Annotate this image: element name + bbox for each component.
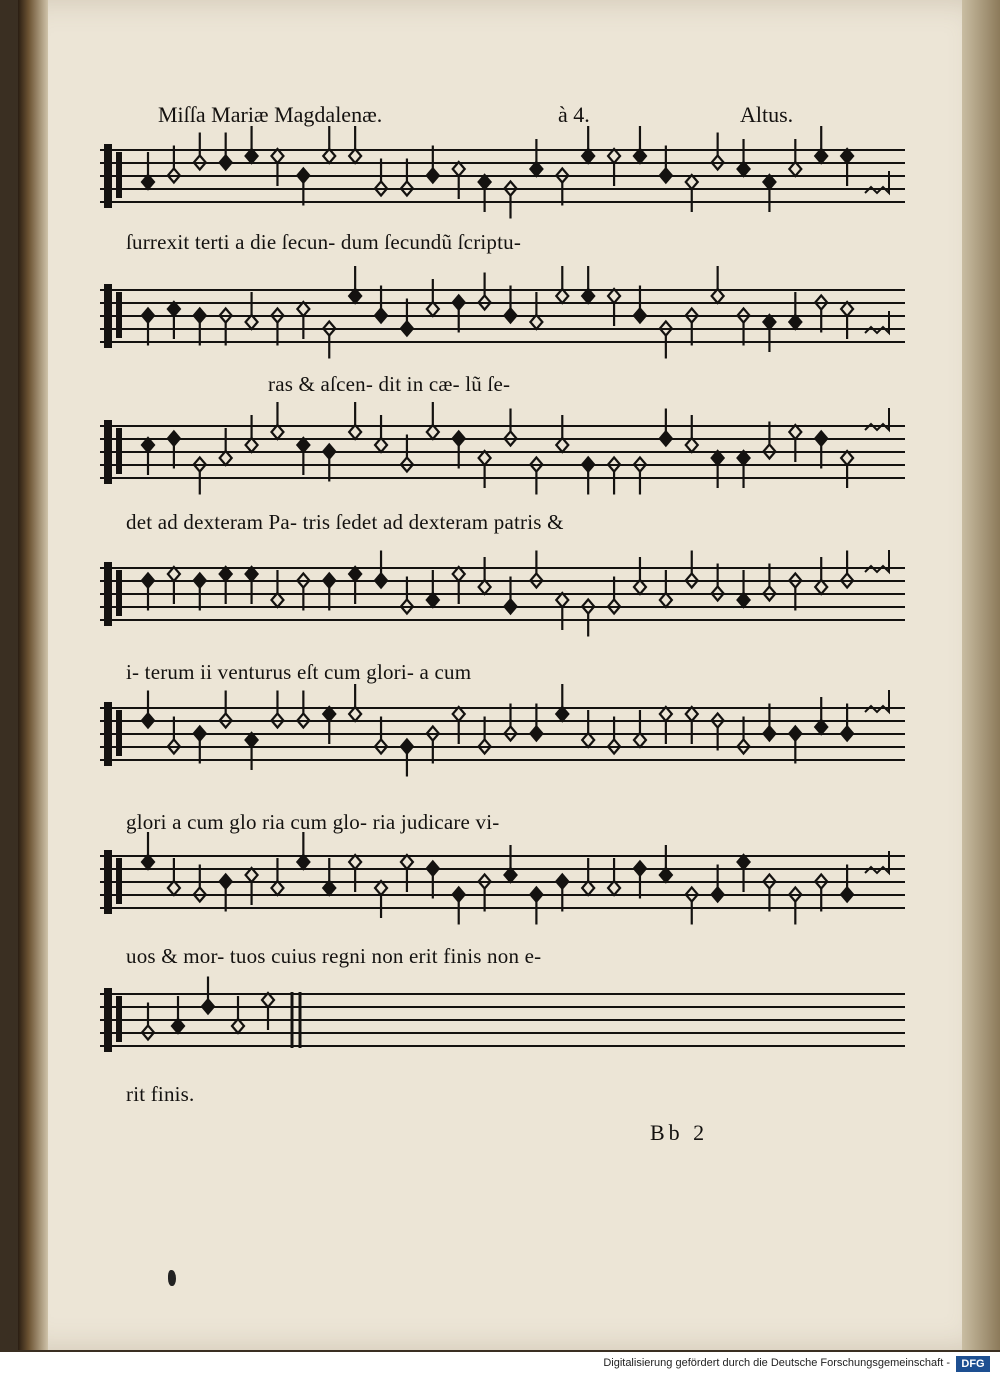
note-head <box>789 139 801 176</box>
signature-mark: Bb 2 <box>650 1120 709 1145</box>
note-head <box>323 707 335 744</box>
note-head <box>530 139 542 176</box>
clef-mark <box>104 988 112 1052</box>
staff-drawing <box>100 418 905 488</box>
note-head <box>763 875 775 912</box>
note-head <box>453 296 465 333</box>
note-head <box>427 570 439 607</box>
note-head <box>323 574 335 611</box>
clef-mark <box>104 284 112 348</box>
note-head <box>686 415 698 452</box>
note-head <box>815 697 827 734</box>
music-staff <box>100 418 905 488</box>
note-head <box>660 570 672 607</box>
note-head <box>375 415 387 452</box>
note-head <box>841 302 853 339</box>
staff-drawing <box>100 560 905 630</box>
note-head <box>582 458 594 495</box>
note-head <box>427 402 439 439</box>
lyric-line: i- terum ii venturus eſt cum glori- a cum <box>126 660 472 684</box>
lyric-line: det ad dexteram Pa- tris ſedet ad dexteram patris & <box>126 510 564 534</box>
note-head <box>738 139 750 176</box>
note-head <box>815 296 827 333</box>
note-head <box>530 458 542 495</box>
note-head <box>220 567 232 604</box>
note-head <box>712 714 724 751</box>
note-head <box>582 858 594 895</box>
note-head <box>556 266 568 303</box>
footer-bar <box>0 1352 1000 1379</box>
note-head <box>686 888 698 925</box>
note-head <box>194 309 206 346</box>
note-head <box>479 451 491 488</box>
page-edge <box>962 0 1000 1350</box>
note-head <box>505 845 517 882</box>
note-head <box>297 302 309 339</box>
music-staff <box>100 986 905 1056</box>
note-head <box>789 727 801 764</box>
note-head <box>582 266 594 303</box>
note-head <box>530 292 542 329</box>
note-head <box>142 574 154 611</box>
note-head <box>349 402 361 439</box>
note-head <box>297 574 309 611</box>
voice-count: à 4. <box>558 102 590 127</box>
music-staff <box>100 142 905 212</box>
note-head <box>453 432 465 469</box>
note-head <box>738 309 750 346</box>
page-header <box>18 96 980 132</box>
note-head <box>246 292 258 329</box>
note-head <box>232 996 244 1033</box>
note-head <box>789 292 801 329</box>
note-head <box>401 740 413 777</box>
note-head <box>712 266 724 303</box>
note-head <box>738 451 750 488</box>
note-head <box>738 570 750 607</box>
dfg-logo: DFG <box>956 1356 990 1372</box>
note-head <box>815 557 827 594</box>
note-head <box>401 855 413 892</box>
note-head <box>194 574 206 611</box>
note-head <box>634 710 646 747</box>
note-head <box>582 600 594 637</box>
staff-drawing <box>100 986 905 1056</box>
note-head <box>738 855 750 892</box>
note-head <box>246 415 258 452</box>
lyric-line: glori a cum glo ria cum glo- ria judicare vi- <box>126 810 500 834</box>
staff-drawing <box>100 142 905 212</box>
note-head <box>453 707 465 744</box>
music-staff <box>100 848 905 918</box>
staff-drawing <box>100 848 905 918</box>
music-staff <box>100 282 905 352</box>
note-head <box>453 888 465 925</box>
lyric-line: ras & aſcen- dit in cæ- lũ ſe- <box>268 372 511 396</box>
note-head <box>168 302 180 339</box>
note-head <box>297 169 309 206</box>
note-head <box>608 458 620 495</box>
note-head <box>168 858 180 895</box>
note-head <box>608 149 620 186</box>
note-head <box>789 888 801 925</box>
note-head <box>686 175 698 212</box>
note-head <box>712 451 724 488</box>
note-head <box>556 593 568 630</box>
note-head <box>220 309 232 346</box>
note-head <box>660 845 672 882</box>
note-head <box>246 567 258 604</box>
voice-part: Altus. <box>740 102 794 127</box>
note-head <box>168 567 180 604</box>
note-head <box>220 428 232 465</box>
clef-mark <box>104 562 112 626</box>
note-head <box>297 438 309 475</box>
note-head <box>815 875 827 912</box>
note-head <box>556 875 568 912</box>
note-head <box>479 557 491 594</box>
note-head <box>172 996 184 1033</box>
note-head <box>323 322 335 359</box>
note-head <box>142 152 154 189</box>
note-head <box>349 567 361 604</box>
clef-mark <box>104 702 112 766</box>
note-head <box>479 875 491 912</box>
note-head <box>479 175 491 212</box>
clef-mark <box>104 850 112 914</box>
note-head <box>271 858 283 895</box>
note-head <box>349 266 361 303</box>
music-staff <box>100 560 905 630</box>
note-head <box>427 279 439 316</box>
note-head <box>789 574 801 611</box>
note-head <box>660 322 672 359</box>
note-head <box>789 425 801 462</box>
lyric-line: rit finis. <box>126 1082 195 1106</box>
note-head <box>608 289 620 326</box>
note-head <box>349 855 361 892</box>
note-head <box>582 710 594 747</box>
staff-drawing <box>100 700 905 770</box>
lyric-line: uos & mor- tuos cuius regni non erit finis non e- <box>126 944 542 968</box>
book-page <box>18 0 980 1350</box>
note-head <box>815 432 827 469</box>
note-head <box>220 875 232 912</box>
note-head <box>323 445 335 482</box>
note-head <box>608 858 620 895</box>
note-head <box>763 315 775 352</box>
note-head <box>271 149 283 186</box>
note-head <box>841 451 853 488</box>
note-head <box>453 567 465 604</box>
footer-credit: Digitalisierung gefördert durch die Deutsche Forschungsgemeinschaft - <box>603 1357 950 1369</box>
music-staff <box>100 700 905 770</box>
lyric-line: ſurrexit terti a die ſecun- dum ſecundũ ſcriptu- <box>126 230 522 254</box>
note-head <box>427 727 439 764</box>
note-head <box>556 169 568 206</box>
note-head <box>505 182 517 219</box>
staff-drawing <box>100 282 905 352</box>
note-head <box>660 707 672 744</box>
note-head <box>634 862 646 899</box>
note-head <box>194 727 206 764</box>
note-head <box>246 733 258 770</box>
clef-mark <box>104 420 112 484</box>
ink-mark <box>168 1270 176 1286</box>
book-binding <box>18 0 48 1350</box>
note-head <box>841 149 853 186</box>
note-head <box>634 458 646 495</box>
note-head <box>530 888 542 925</box>
note-head <box>142 438 154 475</box>
note-head <box>686 707 698 744</box>
clef-mark <box>104 144 112 208</box>
note-head <box>453 162 465 199</box>
note-head <box>323 858 335 895</box>
note-head <box>271 570 283 607</box>
mass-title: Miſſa Mariæ Magdalenæ. <box>158 102 383 127</box>
note-head <box>375 881 387 918</box>
note-head <box>168 432 180 469</box>
note-head <box>556 415 568 452</box>
note-head <box>246 868 258 905</box>
note-head <box>427 862 439 899</box>
note-head <box>763 175 775 212</box>
note-head <box>271 309 283 346</box>
note-head <box>271 402 283 439</box>
note-head <box>194 458 206 495</box>
note-head <box>634 557 646 594</box>
note-head <box>142 309 154 346</box>
note-head <box>262 993 274 1030</box>
note-head <box>686 309 698 346</box>
